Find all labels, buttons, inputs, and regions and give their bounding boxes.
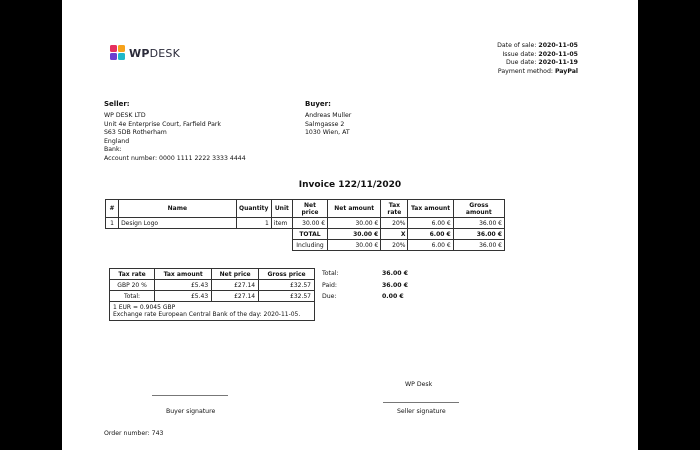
seller-signature-label: Seller signature <box>397 408 446 415</box>
note-line: 1 EUR = 0.9045 GBP <box>113 304 176 311</box>
seller-line: Bank: <box>104 146 122 154</box>
total-label: TOTAL <box>292 229 327 240</box>
col-header: Unit <box>271 200 292 218</box>
buyer-signature-line <box>152 395 228 396</box>
summary-value: 36.00 € <box>382 270 409 278</box>
col-header: # <box>106 200 119 218</box>
total-tax-amount: 6.00 € <box>408 229 453 240</box>
buyer-title: Buyer: <box>305 100 331 108</box>
including-row <box>106 240 505 251</box>
col-header: Tax rate <box>110 269 155 280</box>
buyer-line: Andreas Muller <box>305 112 352 119</box>
seller-line: Account number: 0000 1111 2222 3333 4444 <box>104 154 246 162</box>
seller-name: WP Desk <box>405 381 433 388</box>
meta-row: Due date: 2020-11-19 <box>505 59 578 67</box>
buyer-line: Salmgasse 2 <box>305 120 345 128</box>
summary-label: Due: <box>322 293 337 301</box>
col-header: Net price <box>292 200 327 218</box>
total-net-amount: 30.00 € <box>328 229 381 240</box>
buyer-signature-label: Buyer signature <box>166 408 216 415</box>
summary-value: 0.00 € <box>382 293 404 301</box>
cell: £27.14 <box>212 291 259 302</box>
meta-row: Issue date: 2020-11-05 <box>502 50 578 58</box>
including-tax-amount: 6.00 € <box>408 240 453 251</box>
invoice-meta <box>497 42 578 76</box>
cell: GBP 20 % <box>110 280 155 291</box>
including-label: Including <box>292 240 327 251</box>
seller-line: Unit 4e Enterprise Court, Farfield Park <box>104 120 222 128</box>
cell: 30.00 € <box>292 218 327 229</box>
col-header: Tax rate <box>381 200 408 218</box>
items-table <box>105 199 505 251</box>
cell: Design Logo <box>119 218 237 229</box>
seller-line: S63 5DB Rotherham <box>104 129 167 137</box>
col-header: Tax amount <box>408 200 453 218</box>
cell: 1 <box>236 218 271 229</box>
meta-row: Payment method: PayPal <box>497 67 578 75</box>
cell: £5.43 <box>155 280 212 291</box>
col-header: Quantity <box>236 200 271 218</box>
col-header: Gross amount <box>453 200 504 218</box>
invoice-title: Invoice 122/11/2020 <box>298 180 402 190</box>
total-row <box>106 229 505 240</box>
buyer-line: 1030 Wien, AT <box>305 129 350 137</box>
col-header: Name <box>119 200 237 218</box>
including-net-amount: 30.00 € <box>328 240 381 251</box>
cell: item <box>271 218 292 229</box>
summary-row <box>322 268 422 280</box>
col-header: Net amount <box>328 200 381 218</box>
cell: 6.00 € <box>408 218 453 229</box>
col-header: Net price <box>212 269 259 280</box>
cell: £32.57 <box>259 280 315 291</box>
cell: 36.00 € <box>453 218 504 229</box>
cell: £5.43 <box>155 291 212 302</box>
seller-line: WP DESK LTD <box>104 112 146 119</box>
summary-row <box>322 280 422 292</box>
note-line: Exchange rate European Central Bank of the day: 2020-11-05. <box>113 311 301 318</box>
invoice-page <box>62 0 638 450</box>
logo-text: WPDESK <box>129 46 181 60</box>
including-tax-rate: 20% <box>381 240 408 251</box>
exchange-rate-note <box>110 302 315 321</box>
col-header: Gross price <box>259 269 315 280</box>
seller-signature-line <box>383 402 459 403</box>
summary-value: 36.00 € <box>382 281 409 289</box>
cell: 1 <box>106 218 119 229</box>
total-tax-rate: X <box>381 229 408 240</box>
cell: 20% <box>381 218 408 229</box>
cell: £32.57 <box>259 291 315 302</box>
buyer-block <box>305 100 465 138</box>
seller-title: Seller: <box>104 100 130 108</box>
total-gross-amount: 36.00 € <box>453 229 504 240</box>
order-number: Order number: 743 <box>104 430 164 437</box>
cell: £27.14 <box>212 280 259 291</box>
payment-summary <box>322 268 422 303</box>
cell: Total: <box>110 291 155 302</box>
seller-block <box>104 100 304 164</box>
table-row <box>106 218 505 229</box>
summary-label: Total: <box>322 270 339 278</box>
meta-row: Date of sale: 2020-11-05 <box>497 42 578 49</box>
wpdesk-logo <box>110 45 180 61</box>
col-header: Tax amount <box>155 269 212 280</box>
wpdesk-logo-icon <box>110 45 126 61</box>
table-row <box>110 291 315 302</box>
summary-row <box>322 291 422 303</box>
vat-summary-table <box>109 268 315 321</box>
seller-line: England <box>104 137 130 145</box>
table-row <box>110 280 315 291</box>
summary-label: Paid: <box>322 281 337 289</box>
cell: 30.00 € <box>328 218 381 229</box>
including-gross-amount: 36.00 € <box>453 240 504 251</box>
